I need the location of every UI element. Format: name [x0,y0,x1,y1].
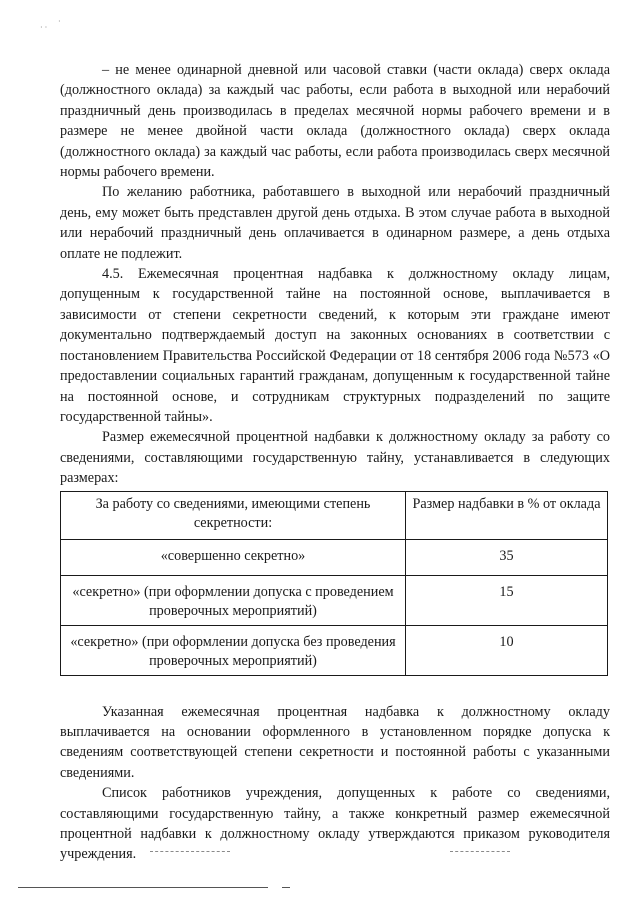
table-row [61,539,608,575]
scan-artifact-line [150,851,230,852]
scan-artifact-line [450,851,510,852]
table-cell-percent: 15 [406,575,608,625]
table-row [61,575,608,625]
paragraph-employee-list: Список работников учреждения, допущенных к работе со сведениями, составляющими государственную тайну, а также конкретный размер ежемесячной процентной надбавки к должностному окладу утверждаются приказом руководителя учреждения. [60,785,610,863]
paragraph-4-5: 4.5. Ежемесячная процентная надбавка к должностному окладу лицам, допущенным к государственной тайне на постоянной основе, выплачивается в зависимости от степени секретности сведений, к которым эти граждане имеют документально подтверждаемый доступ на законных основаниях в соответствии с постановлением Правительства Российской Федерации от 18 сентября 2006 года №573 «О предоставлении социальных гарантий гражданам, допущенным к государственной тайне на постоянной основе, и сотрудникам структурных подразделений по защите государственной тайны». [60,266,610,425]
scan-artifact-line [282,887,290,888]
table-header-row [61,491,608,539]
table-cell-percent: 35 [406,539,608,575]
table-row [61,625,608,675]
paragraph-overtime-pay: – не менее одинарной дневной или часовой ставки (части оклада) сверх оклада (должностного оклада) за каждый час работы, если работа в выходной или нерабочий праздничный день производилась в пределах месячной нормы рабочего времени и в размере не менее двойной части оклада (должностного оклада) сверх оклада (должностного оклада) за каждый час работы, если работа производилась сверх месячной нормы рабочего времени. [60,62,610,181]
paragraph-rest-day: По желанию работника, работавшего в выходной или нерабочий праздничный день, ему может быть представлен другой день отдыха. В этом случае работа в выходной или нерабочий праздничный день оплачивается в одинарном размере, а день отдыха оплате не подлежит. [60,184,610,262]
table-cell-percent: 10 [406,625,608,675]
table-header-level: За работу со сведениями, имеющими степень секретности: [61,491,406,539]
document-page [60,60,610,865]
secrecy-allowance-table [60,491,608,676]
table-cell-level: «секретно» (при оформлении допуска без проведения проверочных мероприятий) [61,625,406,675]
scan-speck: · · [40,23,48,32]
paragraph-allowance-size: Размер ежемесячной процентной надбавки к должностному окладу за работу со сведениями, составляющими государственную тайну, устанавливается в следующих размерах: [60,429,610,487]
scan-artifact-line [18,887,268,888]
scan-speck: · [58,17,61,26]
table-header-percent: Размер надбавки в % от оклада [406,491,608,539]
table-cell-level: «совершенно секретно» [61,539,406,575]
paragraph-paid-basis: Указанная ежемесячная процентная надбавка к должностному окладу выплачивается на основании оформленного в установленном порядке допуска к сведениям соответствующей степени секретности и постоянной работы с указанными сведениями. [60,703,610,781]
table-cell-level: «секретно» (при оформлении допуска с проведением проверочных мероприятий) [61,575,406,625]
